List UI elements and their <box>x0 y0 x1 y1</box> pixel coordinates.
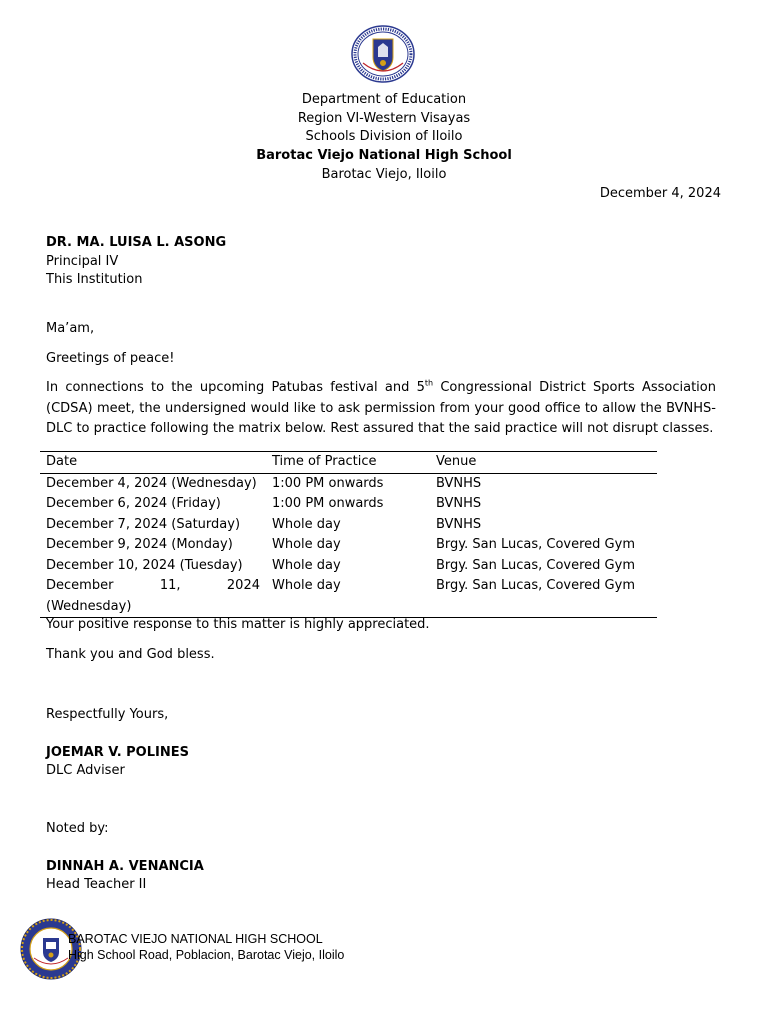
cell-venue: BVNHS <box>436 496 482 511</box>
cell-date: December 11, 2024 (Wednesday) <box>46 578 260 614</box>
noted-by-label: Noted by: <box>46 821 109 836</box>
cell-date: December 4, 2024 (Wednesday) <box>46 475 257 491</box>
cell-time: Whole day <box>272 537 341 552</box>
noter-position: Head Teacher II <box>46 877 147 892</box>
cell-time: Whole day <box>272 578 341 593</box>
school-location: Barotac Viejo, Iloilo <box>321 167 447 182</box>
table-row <box>40 535 657 556</box>
recipient-position: Principal IV <box>46 254 119 269</box>
cell-venue: BVNHS <box>436 516 482 532</box>
cell-venue: Brgy. San Lucas, Covered Gym <box>436 537 635 552</box>
closing: Respectfully Yours, <box>46 707 169 722</box>
recipient-office: This Institution <box>46 272 143 287</box>
footer-address: High School Road, Poblacion, Barotac Viejo, Iloilo <box>68 948 345 962</box>
cell-venue: Brgy. San Lucas, Covered Gym <box>436 557 635 573</box>
body-paragraph: In connections to the upcoming Patubas festival and 5th Congressional District Sports Association (CDSA) meet, the undersigned would like to ask permission from your good office to allow the BVNHS-DLC to practice following the matrix below. Rest assured that the said practice will not disrupt classes. <box>46 378 716 436</box>
cell-time: Whole day <box>272 557 341 573</box>
cell-date: December 6, 2024 (Friday) <box>46 496 221 511</box>
cell-date: December 9, 2024 (Monday) <box>46 537 233 552</box>
cell-time: 1:00 PM onwards <box>272 496 384 511</box>
header-time: Time of Practice <box>272 454 377 469</box>
table-row <box>40 473 657 494</box>
cell-time: Whole day <box>272 516 341 532</box>
table-row <box>40 494 657 515</box>
table-header-row <box>40 452 657 474</box>
school-name: Barotac Viejo National High School <box>256 148 512 163</box>
cell-venue: Brgy. San Lucas, Covered Gym <box>436 578 635 593</box>
footer-school-name: BAROTAC VIEJO NATIONAL HIGH SCHOOL <box>68 932 323 946</box>
thanks-text: Thank you and God bless. <box>46 647 215 662</box>
header-date: Date <box>46 454 78 469</box>
cell-date: December 7, 2024 (Saturday) <box>46 516 241 532</box>
recipient-name: DR. MA. LUISA L. ASONG <box>46 235 227 250</box>
table-row <box>40 576 657 618</box>
table-row <box>40 556 657 577</box>
cell-date: December 10, 2024 (Tuesday) <box>46 557 243 573</box>
schedule-table <box>40 451 657 618</box>
region-name: Region VI-Western Visayas <box>297 111 471 126</box>
letter-date: December 4, 2024 <box>599 186 721 201</box>
greeting: Greetings of peace! <box>46 351 175 366</box>
salutation: Ma’am, <box>46 321 95 336</box>
deped-seal-icon <box>351 25 415 83</box>
table-row <box>40 515 657 536</box>
cell-venue: BVNHS <box>436 475 482 491</box>
signatory-position: DLC Adviser <box>46 763 125 778</box>
division-name: Schools Division of Iloilo <box>305 129 463 144</box>
department-name: Department of Education <box>301 92 467 107</box>
noter-name: DINNAH A. VENANCIA <box>46 859 204 874</box>
signatory-name: JOEMAR V. POLINES <box>46 745 189 760</box>
appreciation-text: Your positive response to this matter is highly appreciated. <box>46 617 430 632</box>
header-venue: Venue <box>436 454 477 469</box>
cell-time: 1:00 PM onwards <box>272 475 384 491</box>
